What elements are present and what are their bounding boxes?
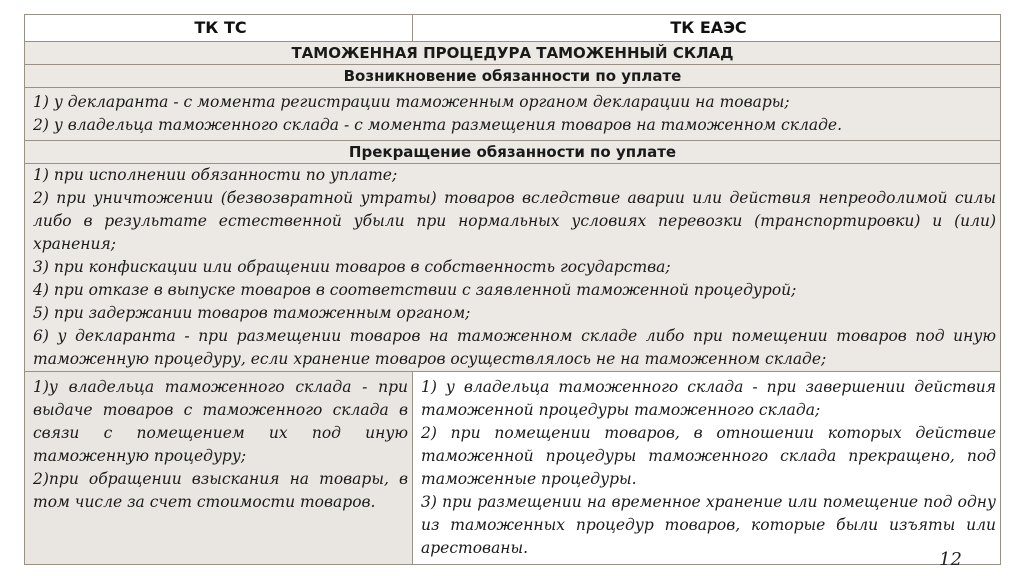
list-item: 3) при размещении на временное хранение или помещение под одну из таможенных процедур товаров, которые были изъяты или арестованы. bbox=[421, 493, 996, 557]
customs-comparison-table bbox=[24, 14, 1001, 565]
arise-heading-row bbox=[25, 65, 1001, 88]
arise-heading: Возникновение обязанности по уплате bbox=[25, 65, 1001, 88]
list-item: 1)у владельца таможенного склада - при выдаче товаров с таможенного склада в связи с помещением их под иную таможенную процедуру; bbox=[33, 378, 408, 465]
list-item: 6) у декларанта - при размещении товаров на таможенном складе либо при помещении товаров под иную таможенную процедуру, если хранение товаров осуществлялось не на таможенном складе; bbox=[33, 327, 996, 368]
list-item: 1) у владельца таможенного склада - при завершении действия таможенной процедуры таможенного склада; bbox=[421, 378, 996, 419]
right-column-items bbox=[413, 372, 1001, 565]
end-heading: Прекращение обязанности по уплате bbox=[25, 141, 1001, 164]
arise-items bbox=[25, 88, 1001, 141]
end-heading-row bbox=[25, 141, 1001, 164]
col-left-header: ТК ТС bbox=[25, 15, 413, 42]
list-item: 2)при обращении взыскания на товары, в том числе за счет стоимости товаров. bbox=[33, 470, 408, 511]
arise-items-row bbox=[25, 88, 1001, 141]
left-column-items bbox=[25, 372, 413, 565]
list-item: 1) у декларанта - с момента регистрации таможенным органом декларации на товары; bbox=[33, 93, 790, 111]
end-items bbox=[25, 164, 1001, 372]
page-number: 12 bbox=[939, 549, 962, 570]
list-item: 2) у владельца таможенного склада - с момента размещения товаров на таможенном складе. bbox=[33, 116, 843, 134]
list-item: 4) при отказе в выпуске товаров в соответствии с заявленной таможенной процедурой; bbox=[33, 281, 797, 299]
procedure-title: ТАМОЖЕННАЯ ПРОЦЕДУРА ТАМОЖЕННЫЙ СКЛАД bbox=[25, 42, 1001, 65]
list-item: 3) при конфискации или обращении товаров в собственность государства; bbox=[33, 258, 671, 276]
col-right-header: ТК ЕАЭС bbox=[413, 15, 1001, 42]
header-row bbox=[25, 15, 1001, 42]
list-item: 1) при исполнении обязанности по уплате; bbox=[33, 166, 398, 184]
split-row bbox=[25, 372, 1001, 565]
title-row bbox=[25, 42, 1001, 65]
list-item: 2) при уничтожении (безвозвратной утраты) товаров вследствие аварии или действия непреодолимой силы либо в результате естественной убыли при нормальных условиях перевозки (транспортировки) и (или) хранения; bbox=[33, 189, 996, 253]
end-items-row bbox=[25, 164, 1001, 372]
list-item: 5) при задержании товаров таможенным органом; bbox=[33, 304, 471, 322]
list-item: 2) при помещении товаров, в отношении которых действие таможенной процедуры таможенного склада прекращено, под таможенные процедуры. bbox=[421, 424, 996, 488]
